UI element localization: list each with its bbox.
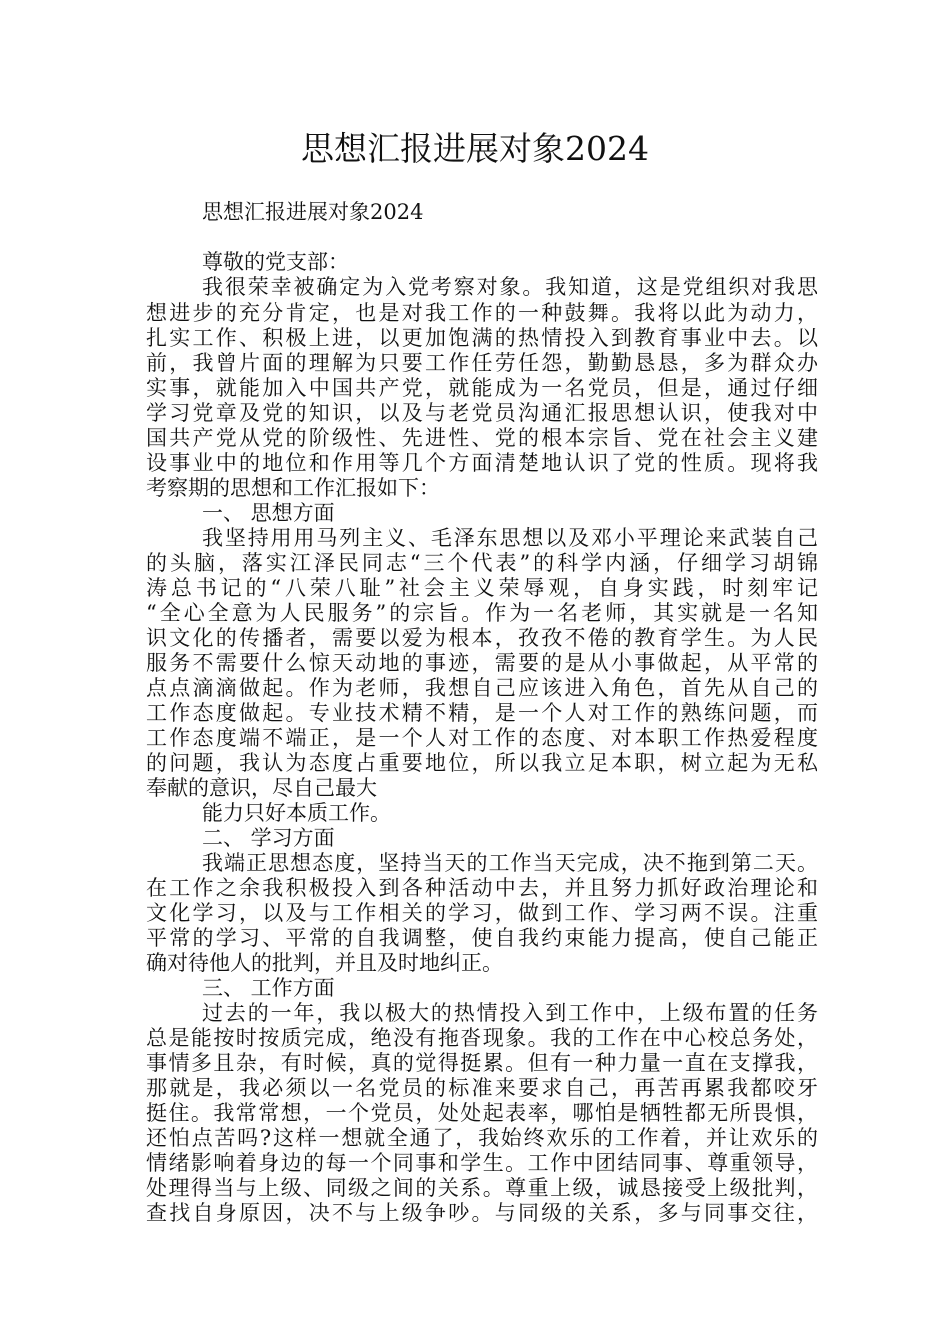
paragraph-line: 涛总书记的“八荣八耻”社会主义荣辱观，自身实践，时刻牢记 [146,576,818,600]
section-heading: 三、 工作方面 [202,976,335,1000]
paragraph-line: 挺住。我常常想，一个党员，处处起表率，哪怕是牺牲都无所畏惧， [146,1101,818,1125]
paragraph-line: 工作态度做起。专业技术精不精，是一个人对工作的熟练问题，而 [146,701,818,725]
paragraph-line: 学习党章及党的知识，以及与老党员沟通汇报思想认识，使我对中 [146,401,818,425]
paragraph-line: 服务不需要什么惊天动地的事迹，需要的是从小事做起，从平常的 [146,651,818,675]
paragraph-line: 考察期的思想和工作汇报如下： [146,476,440,500]
paragraph-line: 能力只好本质工作。 [202,801,391,825]
paragraph-line: 还怕点苦吗?这样一想就全通了，我始终欢乐的工作着，并让欢乐的 [146,1126,818,1150]
paragraph-line: 国共产党从党的阶级性、先进性、党的根本宗旨、党在社会主义建 [146,426,818,450]
paragraph-line: 过去的一年，我以极大的热情投入到工作中，上级布置的任务 [202,1001,818,1025]
paragraph-line: 的问题，我认为态度占重要地位，所以我立足本职，树立起为无私 [146,751,818,775]
paragraph-line: 工作态度端不端正，是一个人对工作的态度、对本职工作热爱程度 [146,726,818,750]
paragraph-line: 我很荣幸被确定为入党考察对象。我知道，这是党组织对我思 [202,275,818,299]
paragraph-line: 我端正思想态度，坚持当天的工作当天完成，决不拖到第二天。 [202,851,818,875]
paragraph-line: 想进步的充分肯定，也是对我工作的一种鼓舞。我将以此为动力， [146,301,818,325]
paragraph-line: 总是能按时按质完成，绝没有拖沓现象。我的工作在中心校总务处， [146,1026,818,1050]
paragraph-line: 的头脑，落实江泽民同志“三个代表”的科学内涵，仔细学习胡锦 [146,551,818,575]
document-subtitle: 思想汇报进展对象2024 [202,200,424,224]
paragraph-line: 事情多且杂，有时候，真的觉得挺累。但有一种力量一直在支撑我， [146,1051,818,1075]
paragraph-line: 处理得当与上级、同级之间的关系。尊重上级，诚恳接受上级批判， [146,1176,818,1200]
greeting: 尊敬的党支部： [202,250,349,274]
paragraph-line: 实事，就能加入中国共产党，就能成为一名党员，但是，通过仔细 [146,376,818,400]
paragraph-line: “全心全意为人民服务”的宗旨。作为一名老师，其实就是一名知 [146,601,818,625]
paragraph-line: 奉献的意识，尽自己最大 [146,776,377,800]
document-title: 思想汇报进展对象2024 [301,129,649,168]
paragraph-line: 平常的学习、平常的自我调整，使自我约束能力提高，使自己能正 [146,926,818,950]
paragraph-line: 设事业中的地位和作用等几个方面清楚地认识了党的性质。现将我 [146,451,818,475]
section-heading: 二、 学习方面 [202,826,335,850]
paragraph-line: 确对待他人的批判，并且及时地纠正。 [146,951,503,975]
paragraph-line: 点点滴滴做起。作为老师，我想自己应该进入角色，首先从自己的 [146,676,818,700]
paragraph-line: 扎实工作、积极上进，以更加饱满的热情投入到教育事业中去。以 [146,326,818,350]
paragraph-line: 查找自身原因，决不与上级争吵。与同级的关系，多与同事交往， [146,1201,818,1225]
paragraph-line: 在工作之余我积极投入到各种活动中去，并且努力抓好政治理论和 [146,876,818,900]
paragraph-line: 我坚持用用马列主义、毛泽东思想以及邓小平理论来武装自己 [202,526,818,550]
paragraph-line: 文化学习，以及与工作相关的学习，做到工作、学习两不误。注重 [146,901,818,925]
paragraph-line: 情绪影响着身边的每一个同事和学生。工作中团结同事、尊重领导， [146,1151,818,1175]
paragraph-line: 那就是，我必须以一名党员的标准来要求自己，再苦再累我都咬牙 [146,1076,818,1100]
paragraph-line: 识文化的传播者，需要以爱为根本，孜孜不倦的教育学生。为人民 [146,626,818,650]
section-heading: 一、 思想方面 [202,501,335,525]
paragraph-line: 前，我曾片面的理解为只要工作任劳任怨，勤勤恳恳，多为群众办 [146,351,818,375]
